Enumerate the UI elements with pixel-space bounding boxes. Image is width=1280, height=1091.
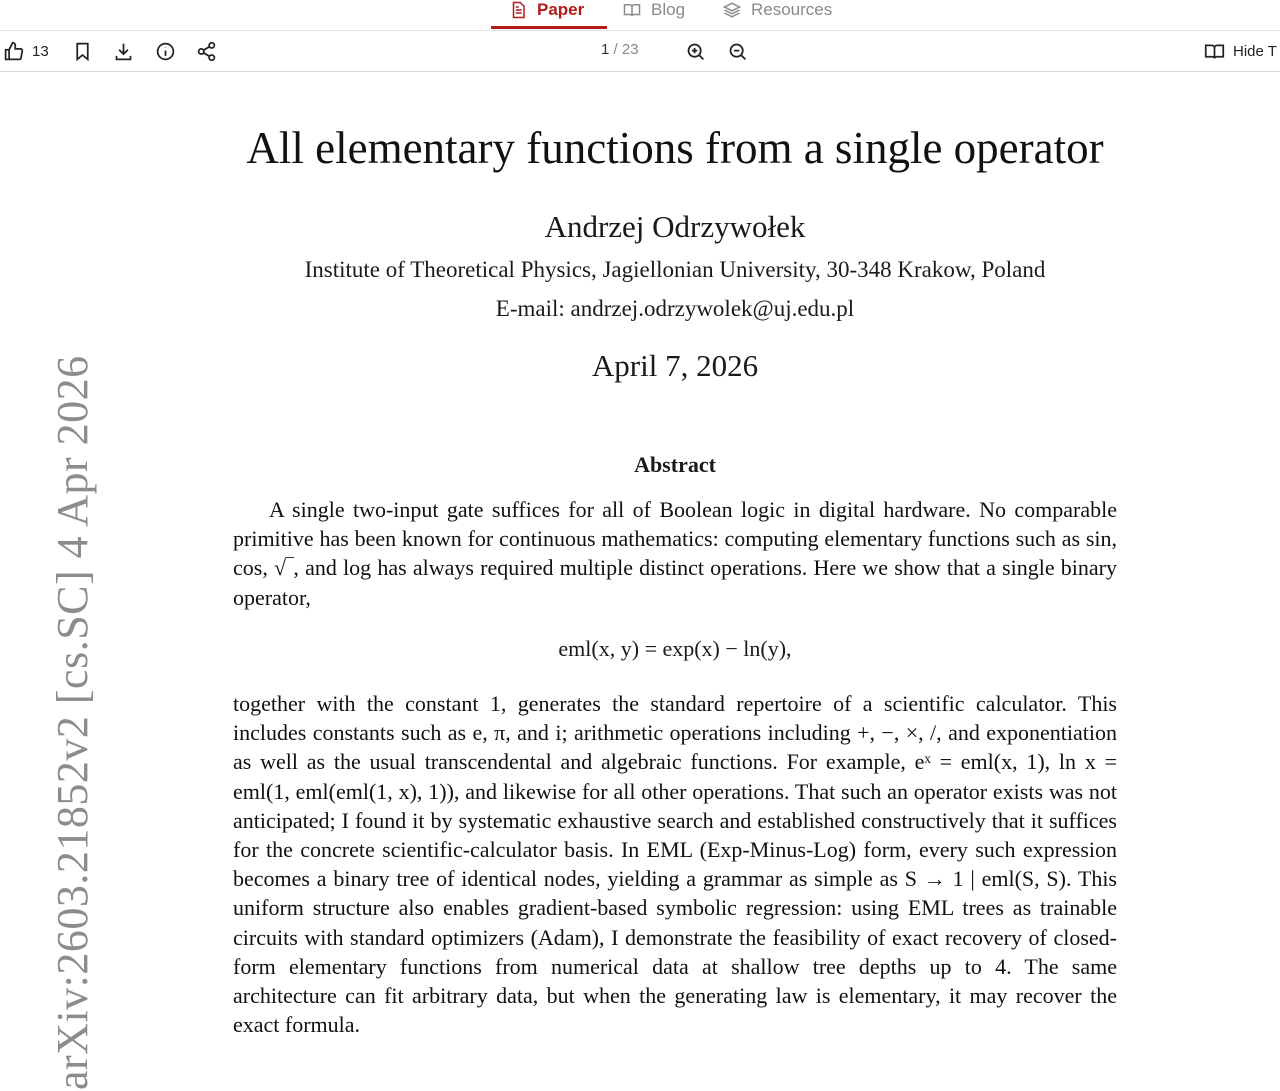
top-tab-bar [0, 0, 1280, 31]
active-tab-indicator [491, 26, 607, 29]
page-indicator [601, 41, 639, 58]
pdf-toolbar [0, 31, 1280, 72]
page-separator: / [613, 41, 618, 58]
paper-title: All elementary functions from a single operator [246, 123, 1104, 173]
eml-equation: eml(x, y) = exp(x) − ln(y), [558, 636, 792, 661]
share-icon [196, 41, 217, 62]
zoom-out-button[interactable] [727, 40, 748, 62]
tab-paper-label: Paper [537, 0, 585, 19]
book-open-icon [623, 1, 641, 19]
abstract-heading: Abstract [634, 452, 716, 477]
document-icon [509, 1, 527, 19]
zoom-out-icon [727, 41, 748, 62]
tab-resources-label: Resources [751, 0, 833, 19]
bookmark-icon [72, 41, 93, 62]
page-total: 23 [621, 41, 639, 58]
tab-blog[interactable] [623, 0, 685, 28]
thumbs-up-icon [3, 41, 24, 62]
zoom-in-icon [685, 41, 706, 62]
paper-author: Andrzej Odrzywołek [544, 209, 806, 244]
paper-affiliation: Institute of Theoretical Physics, Jagiellonian University, 30-348 Krakow, Poland [304, 257, 1046, 282]
tab-paper[interactable] [509, 0, 584, 28]
paper-email: E-mail: andrzej.odrzywolek@uj.edu.pl [495, 296, 855, 321]
tab-resources[interactable] [723, 0, 832, 28]
arxiv-stamp: arXiv:2603.21852v2 [cs.SC] 4 Apr 2026 [48, 355, 97, 1090]
page-current: 1 [601, 41, 610, 58]
like-count: 13 [32, 42, 49, 60]
download-icon [113, 41, 134, 62]
paper-page [0, 72, 1280, 1091]
abstract-paragraph-1: A single two-input gate suffices for all of Boolean logic in digital hardware. No comparable primitive has been known for continuous mathematics: computing elementary functions such as sin, cos, √‾, and log has always required multiple distinct operations. Here we show that a single binary operator, [233, 497, 1117, 610]
info-button[interactable] [155, 40, 176, 62]
bookmark-button[interactable] [72, 40, 93, 62]
download-button[interactable] [113, 40, 134, 62]
zoom-in-button[interactable] [685, 40, 706, 62]
layers-icon [723, 1, 741, 19]
book-open-icon [1204, 41, 1225, 62]
tab-blog-label: Blog [651, 0, 686, 19]
like-button[interactable] [3, 40, 49, 62]
info-icon [155, 41, 176, 62]
hide-toc-label: Hide T [1233, 42, 1277, 60]
hide-toc-button[interactable] [1204, 40, 1280, 62]
share-button[interactable] [196, 40, 217, 62]
abstract-paragraph-2: together with the constant 1, generates the standard repertoire of a scientific calculator. This includes constants such as e, π, and i; arithmetic operations including +, −, ×, /, and exponentiation as well as the usual transcendental and algebraic functions. For example, eˣ = eml(x, 1), ln x = eml(1, eml(eml(1, x), 1)), and likewise for all other operations. That such an operator exists was not anticipated; I found it by systematic exhaustive search and established constructively that it suffices for the concrete scientific-calculator basis. In EML (Exp-Minus-Log) form, every such expression becomes a binary tree of identical nodes, yielding a grammar as simple as S → 1 | eml(S, S). This uniform structure also enables gradient-based symbolic regression: using EML trees as trainable circuits with standard optimizers (Adam), I demonstrate the feasibility of exact recovery of closed-form elementary functions from numerical data at shallow tree depths up to 4. The same architecture can fit arbitrary data, but when the generating law is elementary, it may recover the exact formula. [233, 691, 1117, 1038]
paper-date: April 7, 2026 [591, 348, 759, 383]
